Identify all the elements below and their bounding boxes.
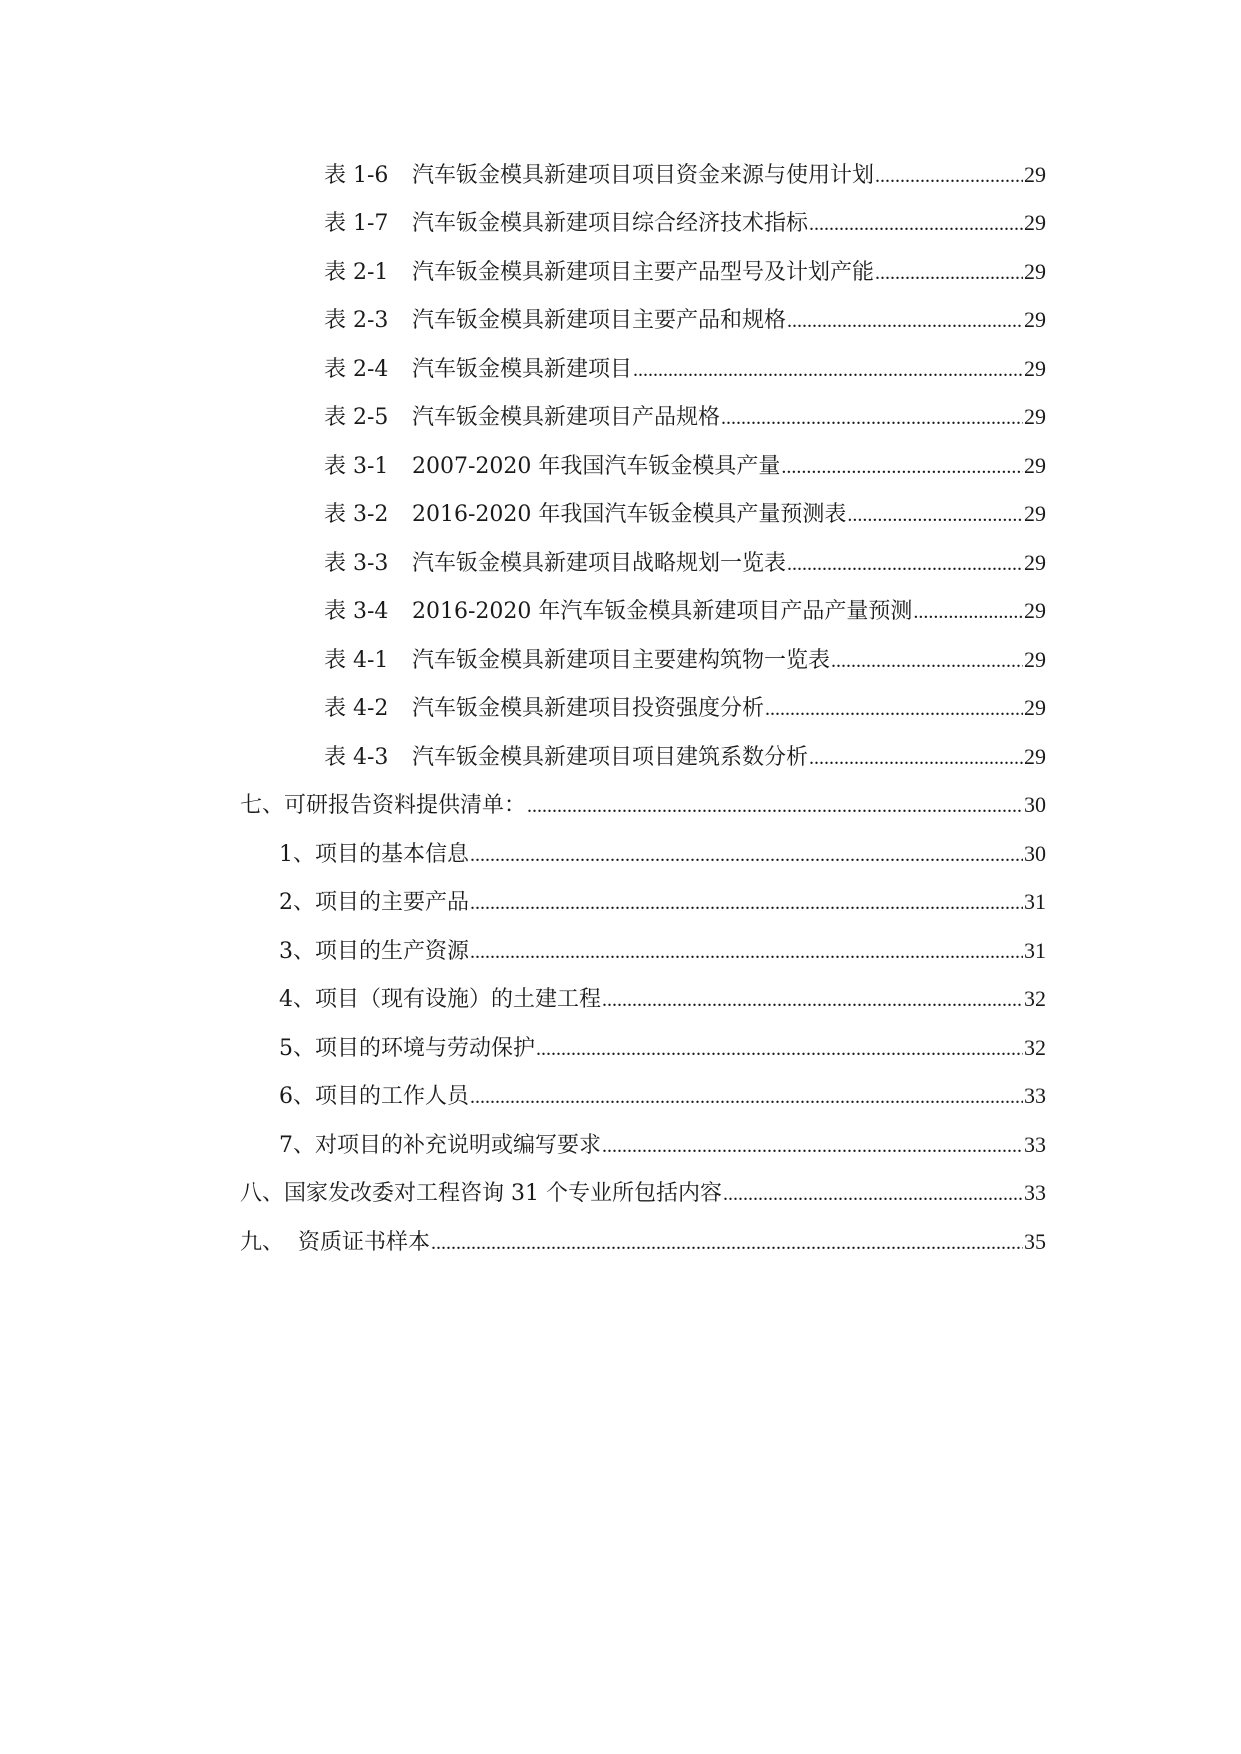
entry-title: 八、国家发改委对工程咨询 31 个专业所包括内容	[240, 1181, 722, 1206]
entry-number: 表 4-1	[324, 648, 389, 673]
entry-page-number: 29	[1024, 744, 1046, 769]
entry-number: 表 3-1	[324, 454, 389, 479]
toc-entry[interactable]	[279, 1125, 1046, 1165]
dot-leader	[847, 495, 1023, 535]
toc-entry[interactable]	[240, 785, 1046, 825]
entry-title: 4、项目（现有设施）的土建工程	[279, 987, 601, 1012]
toc-entry[interactable]	[279, 1076, 1046, 1116]
toc-entry[interactable]	[240, 1222, 1046, 1262]
entry-title: 汽车钣金模具新建项目投资强度分析	[412, 696, 765, 721]
dot-leader	[470, 932, 1023, 972]
toc-entry[interactable]	[324, 203, 1046, 243]
entry-number: 表 1-6	[324, 163, 389, 188]
dot-leader	[470, 1077, 1023, 1117]
dot-leader	[787, 301, 1023, 341]
entry-title: 2016-2020 年汽车钣金模具新建项目产品产量预测	[412, 599, 913, 624]
entry-title: 3、项目的生产资源	[279, 939, 469, 964]
entry-page-number: 30	[1024, 841, 1046, 866]
dot-leader	[602, 980, 1023, 1020]
entry-page-number: 29	[1024, 404, 1046, 429]
dot-leader	[470, 835, 1023, 875]
entry-page-number: 29	[1024, 598, 1046, 623]
dot-leader	[470, 883, 1023, 923]
toc-entry[interactable]	[279, 834, 1046, 874]
entry-page-number: 29	[1024, 307, 1046, 332]
entry-title: 汽车钣金模具新建项目产品规格	[412, 405, 721, 430]
dot-leader	[913, 592, 1023, 632]
toc-entry[interactable]	[279, 931, 1046, 971]
entry-number: 表 2-3	[324, 308, 389, 333]
entry-number: 表 1-7	[324, 211, 389, 236]
entry-title: 汽车钣金模具新建项目主要建构筑物一览表	[412, 648, 831, 673]
entry-page-number: 29	[1024, 356, 1046, 381]
entry-page-number: 29	[1024, 695, 1046, 720]
entry-title: 汽车钣金模具新建项目	[412, 357, 633, 382]
entry-page-number: 32	[1024, 1035, 1046, 1060]
entry-page-number: 33	[1024, 1180, 1046, 1205]
dot-leader	[875, 253, 1023, 293]
entry-title: 汽车钣金模具新建项目主要产品和规格	[412, 308, 787, 333]
entry-number: 表 3-2	[324, 502, 389, 527]
dot-leader	[831, 641, 1023, 681]
dot-leader	[721, 398, 1023, 438]
entry-number: 表 4-2	[324, 696, 389, 721]
entry-page-number: 29	[1024, 210, 1046, 235]
entry-title: 汽车钣金模具新建项目项目资金来源与使用计划	[412, 163, 875, 188]
entry-number: 表 3-3	[324, 551, 389, 576]
entry-title: 汽车钣金模具新建项目主要产品型号及计划产能	[412, 260, 875, 285]
entry-title: 1、项目的基本信息	[279, 842, 469, 867]
entry-title: 2007-2020 年我国汽车钣金模具产量	[412, 454, 781, 479]
entry-title: 6、项目的工作人员	[279, 1084, 469, 1109]
entry-page-number: 33	[1024, 1132, 1046, 1157]
toc-entry[interactable]	[324, 640, 1046, 680]
entry-title: 汽车钣金模具新建项目项目建筑系数分析	[412, 745, 809, 770]
entry-page-number: 32	[1024, 986, 1046, 1011]
dot-leader	[809, 738, 1023, 778]
toc-entry[interactable]	[324, 688, 1046, 728]
entry-title: 九、 资质证书样本	[240, 1230, 430, 1255]
entry-title: 2、项目的主要产品	[279, 890, 469, 915]
entry-number: 表 4-3	[324, 745, 389, 770]
entry-number: 表 2-1	[324, 260, 389, 285]
toc-entry[interactable]	[240, 1173, 1046, 1213]
dot-leader	[787, 544, 1023, 584]
entry-page-number: 33	[1024, 1083, 1046, 1108]
entry-number: 表 3-4	[324, 599, 389, 624]
entry-title: 汽车钣金模具新建项目综合经济技术指标	[412, 211, 809, 236]
entry-page-number: 29	[1024, 259, 1046, 284]
entry-title: 2016-2020 年我国汽车钣金模具产量预测表	[412, 502, 847, 527]
entry-title: 7、对项目的补充说明或编写要求	[279, 1133, 601, 1158]
toc-entry[interactable]	[324, 446, 1046, 486]
entry-page-number: 35	[1024, 1229, 1046, 1254]
toc-entry[interactable]	[324, 494, 1046, 534]
dot-leader	[875, 156, 1023, 196]
entry-page-number: 29	[1024, 501, 1046, 526]
entry-title: 七、可研报告资料提供清单：	[240, 793, 527, 818]
toc-entry[interactable]	[279, 979, 1046, 1019]
entry-number: 表 2-5	[324, 405, 389, 430]
entry-page-number: 29	[1024, 162, 1046, 187]
dot-leader	[527, 786, 1023, 826]
dot-leader	[536, 1029, 1023, 1069]
entry-title: 汽车钣金模具新建项目战略规划一览表	[412, 551, 787, 576]
toc-entry[interactable]	[324, 349, 1046, 389]
entry-page-number: 30	[1024, 792, 1046, 817]
dot-leader	[633, 350, 1023, 390]
dot-leader	[809, 204, 1023, 244]
entry-page-number: 31	[1024, 938, 1046, 963]
dot-leader	[781, 447, 1023, 487]
toc-entry[interactable]	[324, 543, 1046, 583]
dot-leader	[765, 689, 1023, 729]
toc-entry[interactable]	[324, 737, 1046, 777]
toc-entry[interactable]	[324, 591, 1046, 631]
entry-page-number: 29	[1024, 453, 1046, 478]
entry-number: 表 2-4	[324, 357, 389, 382]
toc-entry[interactable]	[279, 882, 1046, 922]
dot-leader	[723, 1174, 1023, 1214]
toc-entry[interactable]	[324, 252, 1046, 292]
toc-entry[interactable]	[324, 155, 1046, 195]
toc-entry[interactable]	[324, 397, 1046, 437]
entry-page-number: 29	[1024, 550, 1046, 575]
entry-title: 5、项目的环境与劳动保护	[279, 1036, 535, 1061]
toc-entry[interactable]	[279, 1028, 1046, 1068]
toc-entry[interactable]	[324, 300, 1046, 340]
entry-page-number: 31	[1024, 889, 1046, 914]
dot-leader	[602, 1126, 1023, 1166]
dot-leader	[431, 1223, 1023, 1263]
entry-page-number: 29	[1024, 647, 1046, 672]
